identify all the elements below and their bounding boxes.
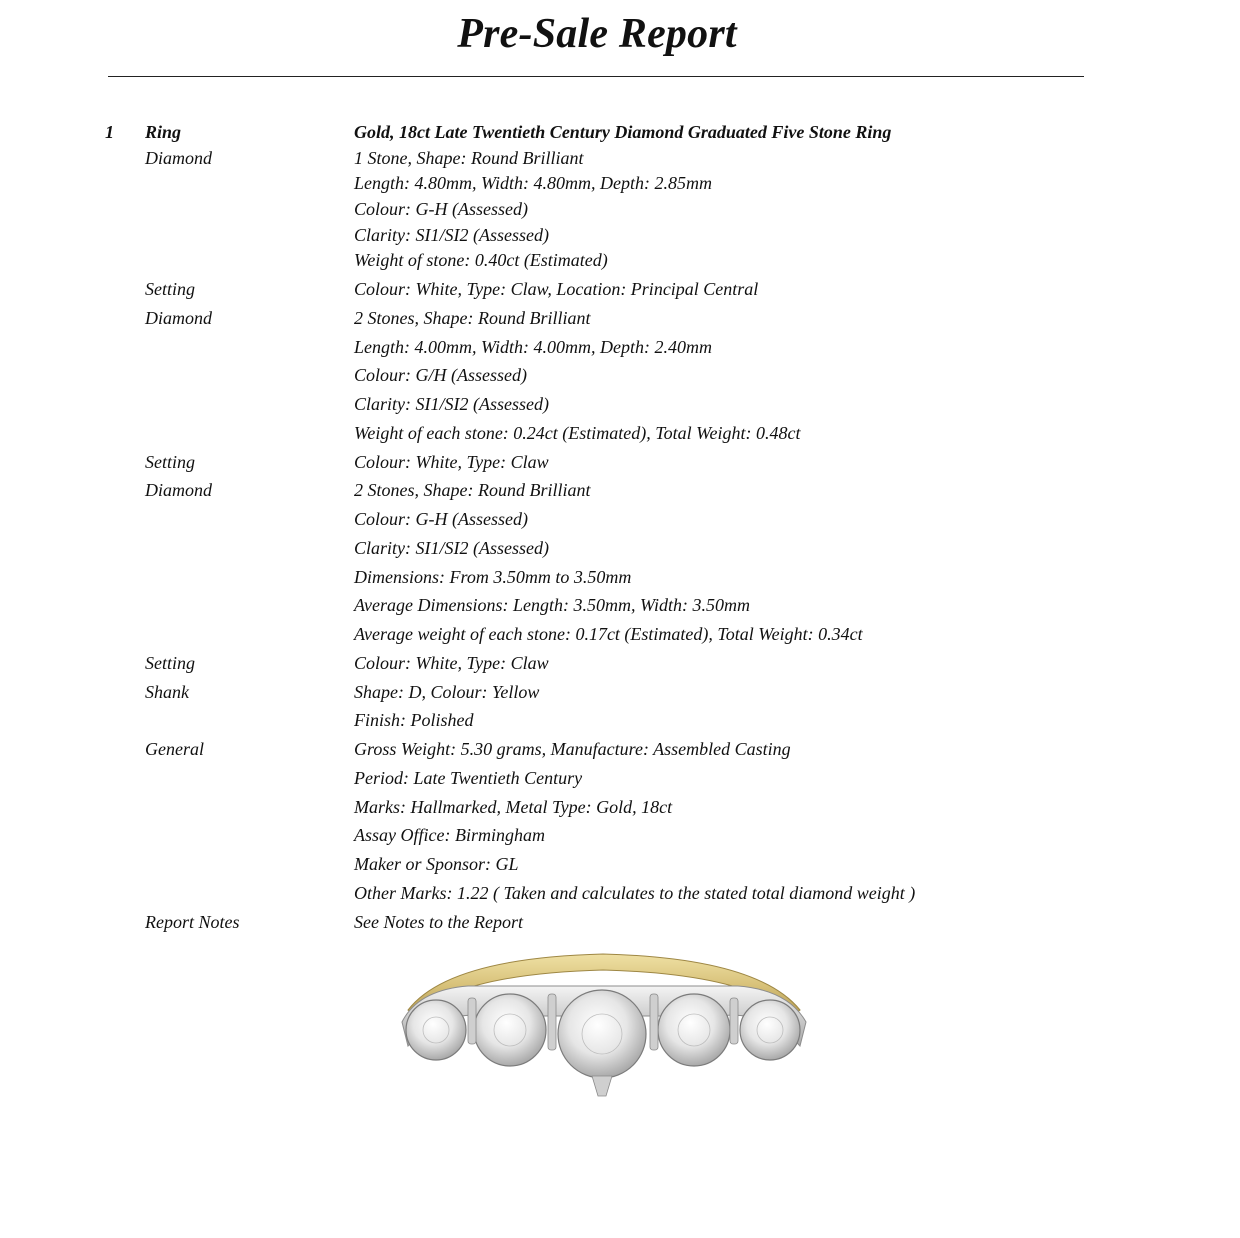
- principal-diamond-line: Weight of stone: 0.40ct (Estimated): [354, 250, 608, 270]
- second-setting-label: Setting: [145, 452, 195, 472]
- principal-diamond-label: Diamond: [145, 148, 212, 168]
- second-diamond-line: Length: 4.00mm, Width: 4.00mm, Depth: 2.40mm: [354, 337, 712, 357]
- third-setting-line: Colour: White, Type: Claw: [354, 653, 549, 673]
- third-diamond-line: Average weight of each stone: 0.17ct (Estimated), Total Weight: 0.34ct: [354, 624, 863, 644]
- general-line: Marks: Hallmarked, Metal Type: Gold, 18ct: [354, 797, 673, 817]
- ring-photo-icon: [388, 950, 818, 1100]
- title-divider: [108, 76, 1084, 77]
- principal-diamond-line: Clarity: SI1/SI2 (Assessed): [354, 225, 549, 245]
- third-diamond-line: Clarity: SI1/SI2 (Assessed): [354, 538, 549, 558]
- second-diamond-label: Diamond: [145, 308, 212, 328]
- third-setting-label: Setting: [145, 653, 195, 673]
- general-line: Maker or Sponsor: GL: [354, 854, 519, 874]
- general-line: Other Marks: 1.22 ( Taken and calculates to the stated total diamond weight ): [354, 883, 916, 903]
- principal-diamond-line: Length: 4.80mm, Width: 4.80mm, Depth: 2.85mm: [354, 173, 712, 193]
- general-line: Gross Weight: 5.30 grams, Manufacture: Assembled Casting: [354, 739, 791, 759]
- second-diamond-line: 2 Stones, Shape: Round Brilliant: [354, 308, 591, 328]
- principal-setting-line: Colour: White, Type: Claw, Location: Principal Central: [354, 279, 759, 299]
- third-diamond-label: Diamond: [145, 480, 212, 500]
- third-diamond-line: Average Dimensions: Length: 3.50mm, Width: 3.50mm: [354, 595, 750, 615]
- third-diamond-line: Dimensions: From 3.50mm to 3.50mm: [354, 567, 632, 587]
- general-label: General: [145, 739, 204, 759]
- second-diamond-line: Colour: G/H (Assessed): [354, 365, 527, 385]
- report-notes-line: See Notes to the Report: [354, 912, 523, 932]
- shank-line: Shape: D, Colour: Yellow: [354, 682, 540, 702]
- general-line: Period: Late Twentieth Century: [354, 768, 583, 788]
- item-description: Gold, 18ct Late Twentieth Century Diamond Graduated Five Stone Ring: [354, 122, 892, 142]
- shank-line: Finish: Polished: [354, 710, 474, 730]
- page-title: Pre-Sale Report: [457, 11, 737, 57]
- lot-number: 1: [105, 122, 114, 142]
- shank-label: Shank: [145, 682, 189, 702]
- item-type-label: Ring: [145, 122, 182, 142]
- general-line: Assay Office: Birmingham: [354, 825, 545, 845]
- second-setting-line: Colour: White, Type: Claw: [354, 452, 549, 472]
- second-diamond-line: Clarity: SI1/SI2 (Assessed): [354, 394, 549, 414]
- report-notes-label: Report Notes: [145, 912, 240, 932]
- principal-setting-label: Setting: [145, 279, 195, 299]
- second-diamond-line: Weight of each stone: 0.24ct (Estimated), Total Weight: 0.48ct: [354, 423, 801, 443]
- principal-diamond-line: 1 Stone, Shape: Round Brilliant: [354, 148, 584, 168]
- third-diamond-line: Colour: G-H (Assessed): [354, 509, 528, 529]
- third-diamond-line: 2 Stones, Shape: Round Brilliant: [354, 480, 591, 500]
- principal-diamond-line: Colour: G-H (Assessed): [354, 199, 528, 219]
